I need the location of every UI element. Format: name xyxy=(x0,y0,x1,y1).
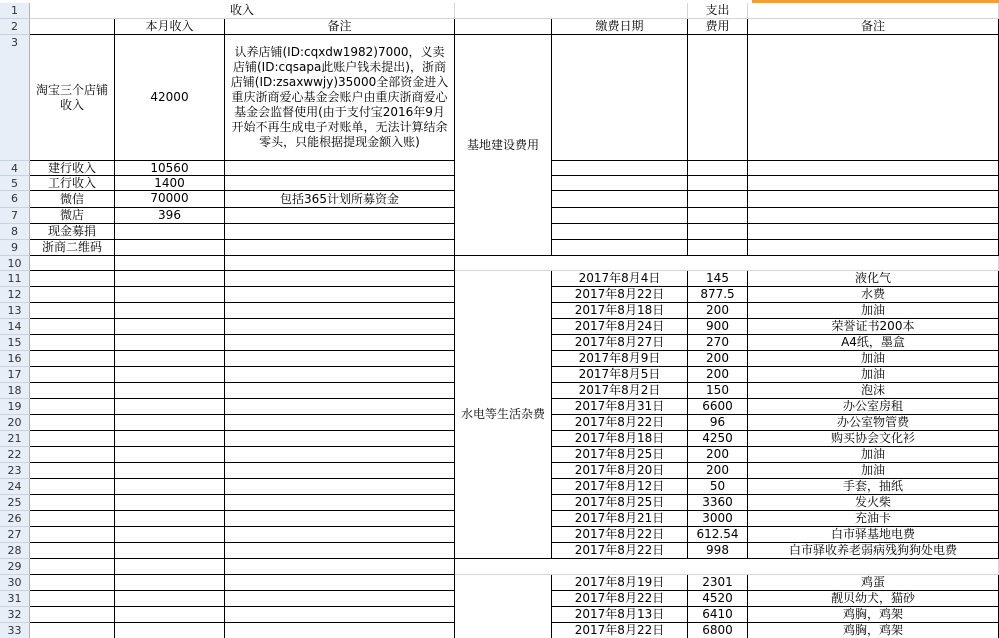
row-header[interactable]: 31 xyxy=(0,591,30,607)
row-header[interactable]: 5 xyxy=(0,176,30,191)
category-living-expenses[interactable]: 水电等生活杂费 xyxy=(455,271,552,559)
empty-cell[interactable] xyxy=(225,623,455,638)
expense-empty-fee[interactable] xyxy=(688,35,748,161)
empty-cell[interactable] xyxy=(30,447,115,463)
empty-cell[interactable] xyxy=(30,335,115,351)
row-header[interactable]: 25 xyxy=(0,495,30,511)
expense-date[interactable]: 2017年8月22日 xyxy=(552,623,688,638)
expense-fee[interactable]: 612.54 xyxy=(688,527,748,543)
expense-date[interactable]: 2017年8月20日 xyxy=(552,463,688,479)
income-label[interactable]: 淘宝三个店铺收入 xyxy=(30,35,115,161)
expense-date[interactable]: 2017年8月18日 xyxy=(552,431,688,447)
expense-empty-note[interactable] xyxy=(748,161,999,176)
row-header[interactable]: 18 xyxy=(0,383,30,399)
income-amount[interactable] xyxy=(115,240,225,256)
empty-cell[interactable] xyxy=(225,351,455,367)
income-amount[interactable]: 70000 xyxy=(115,191,225,208)
empty-cell[interactable] xyxy=(30,399,115,415)
empty-cell[interactable] xyxy=(225,399,455,415)
empty-cell[interactable] xyxy=(115,463,225,479)
empty-cell[interactable] xyxy=(225,591,455,607)
empty-cell[interactable] xyxy=(225,431,455,447)
expense-date[interactable]: 2017年8月22日 xyxy=(552,591,688,607)
expense-note[interactable]: 水费 xyxy=(748,287,999,303)
expense-empty-fee[interactable] xyxy=(688,191,748,208)
row-header[interactable]: 6 xyxy=(0,191,30,208)
expense-note[interactable]: 鸡胸，鸡架 xyxy=(748,607,999,623)
expense-fee[interactable]: 6600 xyxy=(688,399,748,415)
expense-note[interactable]: 手套，抽纸 xyxy=(748,479,999,495)
expense-date[interactable]: 2017年8月22日 xyxy=(552,287,688,303)
expense-date[interactable]: 2017年8月18日 xyxy=(552,303,688,319)
expense-fee[interactable]: 4250 xyxy=(688,431,748,447)
empty-cell[interactable] xyxy=(30,367,115,383)
row-header[interactable]: 32 xyxy=(0,607,30,623)
expense-empty-fee[interactable] xyxy=(688,224,748,240)
expense-fee[interactable]: 270 xyxy=(688,335,748,351)
income-label[interactable]: 现金募捐 xyxy=(30,224,115,240)
empty-cell[interactable] xyxy=(115,271,225,287)
empty-cell[interactable] xyxy=(225,527,455,543)
empty-cell[interactable] xyxy=(30,351,115,367)
empty-cell[interactable] xyxy=(455,559,999,575)
expense-note[interactable]: 白市驿基地电费 xyxy=(748,527,999,543)
row-header[interactable]: 20 xyxy=(0,415,30,431)
expense-fee[interactable]: 3360 xyxy=(688,495,748,511)
row-header[interactable]: 14 xyxy=(0,319,30,335)
income-label[interactable]: 微信 xyxy=(30,191,115,208)
row-header[interactable]: 33 xyxy=(0,623,30,638)
expense-empty-note[interactable] xyxy=(748,224,999,240)
empty-cell[interactable] xyxy=(115,303,225,319)
expense-empty-date[interactable] xyxy=(552,161,688,176)
expense-empty-date[interactable] xyxy=(552,240,688,256)
empty-cell[interactable] xyxy=(225,303,455,319)
expense-date[interactable]: 2017年8月22日 xyxy=(552,527,688,543)
expense-empty-note[interactable] xyxy=(748,191,999,208)
expense-note[interactable]: 液化气 xyxy=(748,271,999,287)
expense-fee[interactable]: 3000 xyxy=(688,511,748,527)
empty-cell[interactable] xyxy=(225,559,455,575)
row-header[interactable]: 13 xyxy=(0,303,30,319)
expense-fee[interactable]: 200 xyxy=(688,447,748,463)
empty-cell[interactable] xyxy=(30,431,115,447)
empty-cell[interactable] xyxy=(225,319,455,335)
expense-date[interactable]: 2017年8月21日 xyxy=(552,511,688,527)
row-header[interactable]: 17 xyxy=(0,367,30,383)
header-label-blank[interactable] xyxy=(30,19,115,35)
expense-note[interactable]: 泡沫 xyxy=(748,383,999,399)
expense-date[interactable]: 2017年8月4日 xyxy=(552,271,688,287)
expense-note[interactable]: 荣誉证书200本 xyxy=(748,319,999,335)
row-header[interactable]: 12 xyxy=(0,287,30,303)
expense-note[interactable]: 鸡蛋 xyxy=(748,575,999,591)
expense-date[interactable]: 2017年8月27日 xyxy=(552,335,688,351)
empty-cell[interactable] xyxy=(30,543,115,559)
row-header[interactable]: 9 xyxy=(0,240,30,256)
empty-cell[interactable] xyxy=(115,383,225,399)
header-income-note[interactable]: 备注 xyxy=(225,19,455,35)
empty-cell[interactable] xyxy=(115,511,225,527)
expense-note[interactable]: 加油 xyxy=(748,351,999,367)
empty-cell[interactable] xyxy=(115,607,225,623)
expense-fee[interactable]: 4520 xyxy=(688,591,748,607)
expense-fee[interactable]: 200 xyxy=(688,351,748,367)
empty-cell[interactable] xyxy=(115,256,225,271)
empty-cell[interactable] xyxy=(30,575,115,591)
income-amount[interactable]: 42000 xyxy=(115,35,225,161)
expense-fee[interactable]: 900 xyxy=(688,319,748,335)
expense-note[interactable]: 加油 xyxy=(748,367,999,383)
expense-empty-date[interactable] xyxy=(552,208,688,224)
row-header[interactable]: 10 xyxy=(0,256,30,271)
expense-fee[interactable]: 50 xyxy=(688,479,748,495)
row-header[interactable]: 19 xyxy=(0,399,30,415)
empty-cell[interactable] xyxy=(115,623,225,638)
expense-date[interactable]: 2017年8月24日 xyxy=(552,319,688,335)
expense-fee[interactable]: 998 xyxy=(688,543,748,559)
income-note[interactable] xyxy=(225,161,455,176)
empty-cell[interactable] xyxy=(30,591,115,607)
expense-date[interactable]: 2017年8月31日 xyxy=(552,399,688,415)
row-header[interactable]: 23 xyxy=(0,463,30,479)
expense-empty-date[interactable] xyxy=(552,35,688,161)
expense-fee[interactable]: 96 xyxy=(688,415,748,431)
empty-cell[interactable] xyxy=(30,271,115,287)
empty-cell[interactable] xyxy=(30,479,115,495)
expense-date[interactable]: 2017年8月9日 xyxy=(552,351,688,367)
row-header[interactable]: 2 xyxy=(0,19,30,35)
empty-cell[interactable] xyxy=(30,303,115,319)
header-fee[interactable]: 费用 xyxy=(688,19,748,35)
empty-cell[interactable] xyxy=(30,415,115,431)
empty-cell[interactable] xyxy=(115,447,225,463)
expense-fee[interactable]: 200 xyxy=(688,463,748,479)
expense-note[interactable]: 充油卡 xyxy=(748,511,999,527)
empty-cell[interactable] xyxy=(30,623,115,638)
row-header[interactable]: 8 xyxy=(0,224,30,240)
expense-note[interactable]: A4纸，墨盒 xyxy=(748,335,999,351)
empty-cell[interactable] xyxy=(115,367,225,383)
empty-cell[interactable] xyxy=(30,511,115,527)
expense-empty-fee[interactable] xyxy=(688,161,748,176)
empty-cell[interactable] xyxy=(115,575,225,591)
empty-cell[interactable] xyxy=(225,543,455,559)
expense-empty-fee[interactable] xyxy=(688,176,748,191)
header-category-blank[interactable] xyxy=(455,19,552,35)
empty-cell[interactable] xyxy=(225,256,455,271)
expense-note[interactable]: 加油 xyxy=(748,303,999,319)
income-amount[interactable]: 396 xyxy=(115,208,225,224)
empty-cell[interactable] xyxy=(225,463,455,479)
empty-cell[interactable] xyxy=(30,463,115,479)
row-header[interactable]: 21 xyxy=(0,431,30,447)
empty-cell[interactable] xyxy=(225,271,455,287)
expense-title[interactable]: 支出 xyxy=(688,3,748,19)
empty-cell[interactable] xyxy=(455,256,999,271)
empty-cell[interactable] xyxy=(115,351,225,367)
expense-note[interactable]: 白市驿收养老弱病残狗狗处电费 xyxy=(748,543,999,559)
expense-empty-note[interactable] xyxy=(748,176,999,191)
empty-cell[interactable] xyxy=(30,495,115,511)
empty-cell[interactable] xyxy=(115,335,225,351)
expense-empty-note[interactable] xyxy=(748,35,999,161)
expense-fee[interactable]: 200 xyxy=(688,303,748,319)
empty-cell[interactable] xyxy=(115,479,225,495)
expense-empty-note[interactable] xyxy=(748,240,999,256)
empty-cell[interactable] xyxy=(115,415,225,431)
row-header[interactable]: 24 xyxy=(0,479,30,495)
empty-cell[interactable] xyxy=(115,287,225,303)
empty-cell[interactable] xyxy=(115,559,225,575)
empty-cell[interactable] xyxy=(115,495,225,511)
income-note[interactable] xyxy=(225,240,455,256)
expense-blank-cell[interactable] xyxy=(455,3,688,19)
empty-cell[interactable] xyxy=(30,527,115,543)
expense-fee[interactable]: 200 xyxy=(688,367,748,383)
row-header[interactable]: 29 xyxy=(0,559,30,575)
income-amount[interactable]: 1400 xyxy=(115,176,225,191)
row-header[interactable]: 7 xyxy=(0,208,30,224)
income-label[interactable]: 微店 xyxy=(30,208,115,224)
income-label[interactable]: 建行收入 xyxy=(30,161,115,176)
empty-cell[interactable] xyxy=(115,399,225,415)
expense-empty-date[interactable] xyxy=(552,176,688,191)
expense-fee[interactable]: 145 xyxy=(688,271,748,287)
category-base-construction[interactable]: 基地建设费用 xyxy=(455,35,552,256)
row-header[interactable]: 15 xyxy=(0,335,30,351)
income-label[interactable]: 工行收入 xyxy=(30,176,115,191)
expense-empty-fee[interactable] xyxy=(688,240,748,256)
empty-cell[interactable] xyxy=(30,607,115,623)
empty-cell[interactable] xyxy=(225,287,455,303)
expense-note[interactable]: 办公室房租 xyxy=(748,399,999,415)
empty-cell[interactable] xyxy=(225,495,455,511)
row-header[interactable]: 30 xyxy=(0,575,30,591)
expense-fee[interactable]: 6800 xyxy=(688,623,748,638)
empty-cell[interactable] xyxy=(30,256,115,271)
expense-date[interactable]: 2017年8月19日 xyxy=(552,575,688,591)
header-date[interactable]: 缴费日期 xyxy=(552,19,688,35)
empty-cell[interactable] xyxy=(225,415,455,431)
empty-cell[interactable] xyxy=(30,319,115,335)
expense-empty-date[interactable] xyxy=(552,191,688,208)
empty-cell[interactable] xyxy=(115,527,225,543)
income-note[interactable]: 认养店铺(ID:cqxdw1982)7000，义卖店铺(ID:cqsapa此账户钱未提出)，浙商店铺(ID:zsaxwwjy)35000全部资金进入重庆浙商爱心基金会账户由重庆浙商爱心基金会监督使用(由于支付宝2016年9月开始不再生成电子对账单，无法计算结余零头，只能根据提现金额入账) xyxy=(225,35,455,161)
row-header[interactable]: 26 xyxy=(0,511,30,527)
empty-cell[interactable] xyxy=(225,383,455,399)
empty-cell[interactable] xyxy=(225,607,455,623)
row-header[interactable]: 11 xyxy=(0,271,30,287)
empty-cell[interactable] xyxy=(225,335,455,351)
header-expense-note[interactable]: 备注 xyxy=(748,19,999,35)
row-header[interactable]: 4 xyxy=(0,161,30,176)
expense-date[interactable]: 2017年8月22日 xyxy=(552,415,688,431)
empty-cell[interactable] xyxy=(115,543,225,559)
expense-date[interactable]: 2017年8月25日 xyxy=(552,495,688,511)
expense-note[interactable]: 加油 xyxy=(748,447,999,463)
empty-cell[interactable] xyxy=(225,367,455,383)
income-amount[interactable]: 10560 xyxy=(115,161,225,176)
expense-date[interactable]: 2017年8月5日 xyxy=(552,367,688,383)
expense-note[interactable]: 购买协会文化衫 xyxy=(748,431,999,447)
income-note[interactable] xyxy=(225,176,455,191)
empty-cell[interactable] xyxy=(30,287,115,303)
expense-date[interactable]: 2017年8月2日 xyxy=(552,383,688,399)
empty-cell[interactable] xyxy=(30,383,115,399)
expense-empty-note[interactable] xyxy=(748,208,999,224)
income-title[interactable]: 收入 xyxy=(30,3,455,19)
expense-note[interactable]: 加油 xyxy=(748,463,999,479)
income-note[interactable]: 包括365计划所募资金 xyxy=(225,191,455,208)
empty-cell[interactable] xyxy=(225,511,455,527)
row-header[interactable]: 22 xyxy=(0,447,30,463)
expense-date[interactable]: 2017年8月25日 xyxy=(552,447,688,463)
empty-cell[interactable] xyxy=(30,559,115,575)
expense-empty-fee[interactable] xyxy=(688,208,748,224)
expense-date[interactable]: 2017年8月13日 xyxy=(552,607,688,623)
expense-note[interactable]: 发火柴 xyxy=(748,495,999,511)
empty-cell[interactable] xyxy=(748,3,999,19)
expense-empty-date[interactable] xyxy=(552,224,688,240)
expense-fee[interactable]: 6410 xyxy=(688,607,748,623)
row-header[interactable]: 16 xyxy=(0,351,30,367)
empty-cell[interactable] xyxy=(225,447,455,463)
income-label[interactable]: 浙商二维码 xyxy=(30,240,115,256)
income-note[interactable] xyxy=(225,224,455,240)
expense-note[interactable]: 办公室物管费 xyxy=(748,415,999,431)
expense-fee[interactable]: 877.5 xyxy=(688,287,748,303)
expense-note[interactable]: 鸡胸，鸡架 xyxy=(748,623,999,638)
row-header[interactable]: 1 xyxy=(0,3,30,19)
category-blank[interactable] xyxy=(455,575,552,638)
empty-cell[interactable] xyxy=(115,591,225,607)
expense-date[interactable]: 2017年8月12日 xyxy=(552,479,688,495)
income-note[interactable] xyxy=(225,208,455,224)
row-header[interactable]: 3 xyxy=(0,35,30,161)
row-header[interactable]: 28 xyxy=(0,543,30,559)
empty-cell[interactable] xyxy=(225,575,455,591)
expense-date[interactable]: 2017年8月22日 xyxy=(552,543,688,559)
empty-cell[interactable] xyxy=(115,319,225,335)
empty-cell[interactable] xyxy=(225,479,455,495)
expense-fee[interactable]: 150 xyxy=(688,383,748,399)
header-month-income[interactable]: 本月收入 xyxy=(115,19,225,35)
empty-cell[interactable] xyxy=(115,431,225,447)
expense-note[interactable]: 靓贝幼犬，猫砂 xyxy=(748,591,999,607)
expense-fee[interactable]: 2301 xyxy=(688,575,748,591)
row-header[interactable]: 27 xyxy=(0,527,30,543)
income-amount[interactable] xyxy=(115,224,225,240)
